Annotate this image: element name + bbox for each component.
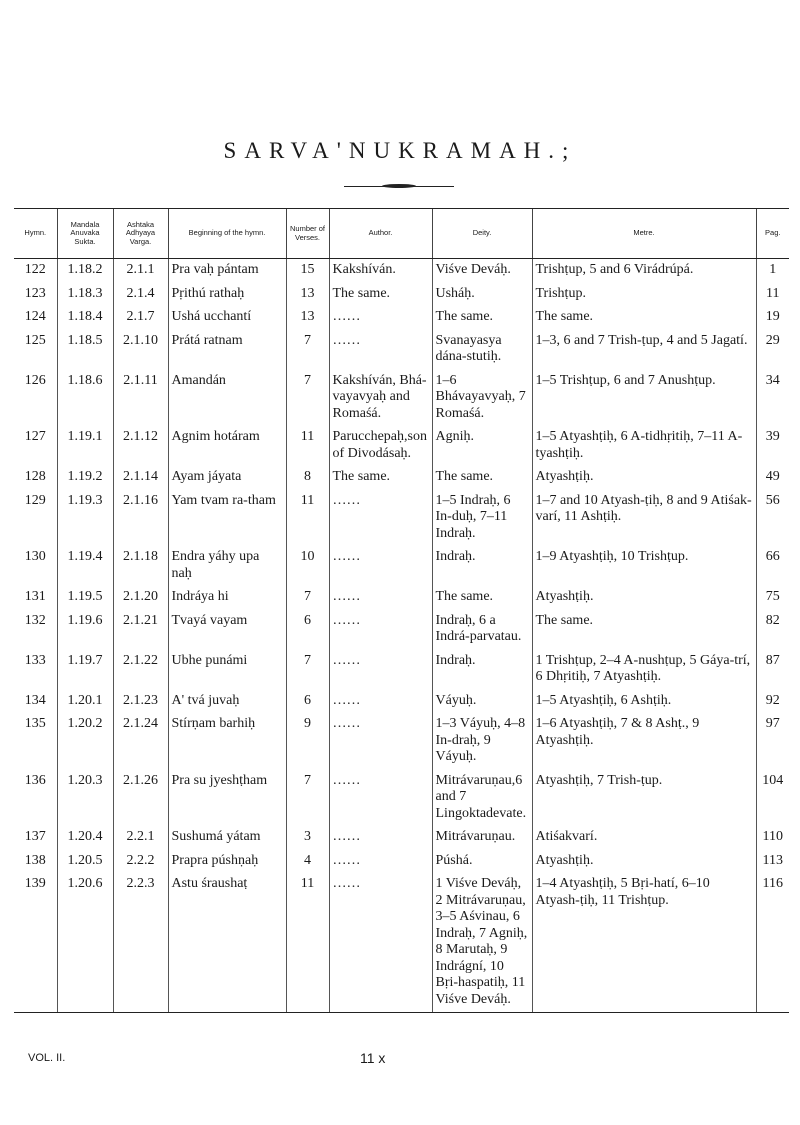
table-row bbox=[14, 490, 789, 547]
cell-author: Kakshíván, Bhá-vayavyaḥ and Romaśá. bbox=[329, 370, 432, 427]
cell-mandala: 1.20.6 bbox=[57, 873, 113, 1013]
cell-page: 110 bbox=[756, 826, 789, 850]
header-deity: Deity. bbox=[432, 209, 532, 259]
cell-ashtaka: 2.1.23 bbox=[113, 690, 168, 714]
cell-deity: 1–6 Bhávayavyaḥ, 7 Romaśá. bbox=[432, 370, 532, 427]
table-row bbox=[14, 586, 789, 610]
cell-hymn: 128 bbox=[24, 469, 46, 484]
cell-beginning: Pṛithú rathaḥ bbox=[168, 283, 286, 307]
cell-hymn: 124 bbox=[24, 309, 46, 324]
cell-hymn: 132 bbox=[24, 612, 46, 628]
header-hymn: Hymn. bbox=[14, 209, 57, 259]
cell-verses: 7 bbox=[286, 330, 329, 370]
cell-hymn: 125 bbox=[24, 332, 46, 348]
table-row bbox=[14, 330, 789, 370]
table-row bbox=[14, 873, 789, 1013]
table-row bbox=[14, 690, 789, 714]
cell-metre: Trishṭup, 5 and 6 Virádrúpá. bbox=[532, 259, 756, 283]
cell-deity: 1 Viśve Deváḥ, 2 Mitrávaruṇau, 3–5 Aśvinau, 6 Indraḥ, 7 Agniḥ, 8 Marutaḥ, 9 Indrágní, 10 Bṛi-haspatiḥ, 11 Viśve Deváḥ. bbox=[432, 873, 532, 1013]
page-title: SARVA'NUKRAMAH.; bbox=[223, 138, 577, 164]
cell-beginning: Endra yáhy upa naḥ bbox=[168, 546, 286, 586]
title-ornament-rule bbox=[344, 186, 454, 187]
cell-verses: 13 bbox=[286, 283, 329, 307]
cell-deity: Mitrávaruṇau,6 and 7 Lingoktadevate. bbox=[432, 770, 532, 827]
cell-author: …… bbox=[329, 850, 432, 874]
cell-mandala: 1.18.3 bbox=[57, 283, 113, 307]
cell-hymn: 139 bbox=[14, 873, 57, 1013]
cell-beginning: Ushá ucchantí bbox=[168, 306, 286, 330]
header-metre: Metre. bbox=[532, 209, 756, 259]
cell-deity: 1–5 Indraḥ, 6 In-duḥ, 7–11 Indraḥ. bbox=[432, 490, 532, 547]
header-ashtaka: Ashtaka Adhyaya Varga. bbox=[113, 209, 168, 259]
cell-mandala: 1.19.3 bbox=[57, 490, 113, 547]
cell-page: 39 bbox=[756, 426, 789, 466]
cell-mandala: 1.19.6 bbox=[57, 610, 113, 650]
cell-beginning: Ubhe punámi bbox=[168, 650, 286, 690]
cell-deity: The same. bbox=[432, 466, 532, 490]
cell-beginning: Yam tvam ra-tham bbox=[168, 490, 286, 547]
cell-hymn: 136 bbox=[24, 772, 46, 788]
cell-ashtaka: 2.1.20 bbox=[113, 586, 168, 610]
cell-beginning: Ayam jáyata bbox=[168, 466, 286, 490]
cell-beginning: Amandán bbox=[168, 370, 286, 427]
cell-ashtaka: 2.1.21 bbox=[113, 610, 168, 650]
cell-page: 49 bbox=[756, 466, 789, 490]
cell-ashtaka: 2.2.2 bbox=[113, 850, 168, 874]
cell-ashtaka: 2.1.18 bbox=[113, 546, 168, 586]
cell-deity: Agniḥ. bbox=[432, 426, 532, 466]
cell-metre: The same. bbox=[532, 306, 756, 330]
cell-page: 87 bbox=[756, 650, 789, 690]
cell-mandala: 1.19.2 bbox=[57, 466, 113, 490]
table-row bbox=[14, 466, 789, 490]
table-row bbox=[14, 650, 789, 690]
cell-hymn: 129 bbox=[24, 492, 46, 508]
cell-deity: The same. bbox=[432, 586, 532, 610]
cell-mandala: 1.18.4 bbox=[57, 306, 113, 330]
cell-beginning: Stírṇam barhiḥ bbox=[168, 713, 286, 770]
cell-hymn: 131 bbox=[24, 589, 46, 604]
cell-page: 11 bbox=[756, 283, 789, 307]
cell-author: …… bbox=[329, 826, 432, 850]
cell-page: 66 bbox=[756, 546, 789, 586]
cell-verses: 7 bbox=[286, 770, 329, 827]
cell-page: 104 bbox=[756, 770, 789, 827]
cell-verses: 11 bbox=[286, 426, 329, 466]
cell-ashtaka: 2.1.14 bbox=[113, 466, 168, 490]
cell-mandala: 1.20.4 bbox=[57, 826, 113, 850]
table-row bbox=[14, 259, 789, 283]
cell-metre: 1 Trishṭup, 2–4 A-nushṭup, 5 Gáya-trí, 6 Dhṛitiḥ, 7 Atyashṭiḥ. bbox=[532, 650, 756, 690]
cell-page: 19 bbox=[756, 306, 789, 330]
table-row bbox=[14, 610, 789, 650]
cell-verses: 7 bbox=[286, 370, 329, 427]
cell-deity: Púshá. bbox=[432, 850, 532, 874]
cell-deity: Viśve Deváḥ. bbox=[432, 259, 532, 283]
header-page: Pag. bbox=[756, 209, 789, 259]
cell-hymn: 126 bbox=[24, 372, 46, 388]
cell-hymn: 130 bbox=[24, 549, 46, 564]
cell-metre: 1–6 Atyashṭiḥ, 7 & 8 Ashṭ., 9 Atyashṭiḥ. bbox=[532, 713, 756, 770]
cell-beginning: Tvayá vayam bbox=[168, 610, 286, 650]
cell-metre: Atyashṭiḥ. bbox=[532, 850, 756, 874]
cell-verses: 3 bbox=[286, 826, 329, 850]
cell-ashtaka: 2.1.4 bbox=[113, 283, 168, 307]
cell-page: 56 bbox=[756, 490, 789, 547]
cell-deity: Váyuḥ. bbox=[432, 690, 532, 714]
cell-verses: 7 bbox=[286, 650, 329, 690]
cell-verses: 11 bbox=[286, 873, 329, 1013]
page-footer bbox=[0, 1052, 800, 1072]
cell-beginning: Pra vaḥ pántam bbox=[168, 259, 286, 283]
cell-metre: The same. bbox=[532, 610, 756, 650]
table-row bbox=[14, 546, 789, 586]
cell-verses: 6 bbox=[286, 690, 329, 714]
cell-deity: The same. bbox=[432, 306, 532, 330]
cell-hymn: 134 bbox=[24, 692, 46, 708]
header-verses: Number of Verses. bbox=[286, 209, 329, 259]
signature-mark: 11 x bbox=[360, 1050, 386, 1066]
cell-page: 116 bbox=[756, 873, 789, 1013]
cell-deity: Svanayasya dána-stutiḥ. bbox=[432, 330, 532, 370]
cell-author: Kakshíván. bbox=[329, 259, 432, 283]
cell-deity: 1–3 Váyuḥ, 4–8 In-draḥ, 9 Váyuḥ. bbox=[432, 713, 532, 770]
cell-metre: 1–4 Atyashṭiḥ, 5 Bṛi-hatí, 6–10 Atyash-ṭiḥ, 11 Trishṭup. bbox=[532, 873, 756, 1013]
cell-ashtaka: 2.2.3 bbox=[113, 873, 168, 1013]
cell-beginning: Agnim hotáram bbox=[168, 426, 286, 466]
cell-beginning: Astu śraushaṭ bbox=[168, 873, 286, 1013]
cell-metre: Atyashṭiḥ. bbox=[532, 586, 756, 610]
cell-mandala: 1.19.1 bbox=[57, 426, 113, 466]
cell-metre: 1–5 Trishṭup, 6 and 7 Anushṭup. bbox=[532, 370, 756, 427]
cell-metre: 1–5 Atyashṭiḥ, 6 Ashṭiḥ. bbox=[532, 690, 756, 714]
header-beginning: Beginning of the hymn. bbox=[168, 209, 286, 259]
cell-verses: 8 bbox=[286, 466, 329, 490]
cell-verses: 13 bbox=[286, 306, 329, 330]
cell-hymn: 138 bbox=[24, 852, 46, 868]
cell-mandala: 1.20.2 bbox=[57, 713, 113, 770]
cell-beginning: Indráya hi bbox=[168, 586, 286, 610]
cell-author: …… bbox=[329, 690, 432, 714]
cell-author: …… bbox=[329, 713, 432, 770]
cell-author: …… bbox=[329, 770, 432, 827]
cell-author: …… bbox=[329, 306, 432, 330]
volume-label: VOL. II. bbox=[28, 1052, 66, 1064]
cell-mandala: 1.18.5 bbox=[57, 330, 113, 370]
cell-deity: Indraḥ. bbox=[432, 546, 532, 586]
cell-metre: Atyashṭiḥ. bbox=[532, 466, 756, 490]
cell-mandala: 1.18.2 bbox=[57, 259, 113, 283]
cell-metre: Atiśakvarí. bbox=[532, 826, 756, 850]
cell-metre: 1–9 Atyashṭiḥ, 10 Trishṭup. bbox=[532, 546, 756, 586]
cell-beginning: Sushumá yátam bbox=[168, 826, 286, 850]
cell-ashtaka: 2.1.26 bbox=[113, 770, 168, 827]
cell-hymn: 137 bbox=[24, 829, 46, 844]
cell-ashtaka: 2.1.1 bbox=[113, 259, 168, 283]
cell-author: The same. bbox=[329, 466, 432, 490]
cell-beginning: Pra su jyeshṭham bbox=[168, 770, 286, 827]
table-row bbox=[14, 770, 789, 827]
cell-author: …… bbox=[329, 650, 432, 690]
cell-beginning: Prapra púshṇaḥ bbox=[168, 850, 286, 874]
header-author: Author. bbox=[329, 209, 432, 259]
cell-verses: 15 bbox=[286, 259, 329, 283]
cell-metre: 1–7 and 10 Atyash-ṭiḥ, 8 and 9 Atiśak-varí, 11 Ashṭiḥ. bbox=[532, 490, 756, 547]
cell-hymn: 135 bbox=[24, 716, 46, 731]
cell-deity: Indraḥ, 6 a Indrá-parvatau. bbox=[432, 610, 532, 650]
cell-mandala: 1.20.1 bbox=[57, 690, 113, 714]
cell-metre: Trishṭup. bbox=[532, 283, 756, 307]
cell-page: 34 bbox=[756, 370, 789, 427]
cell-page: 82 bbox=[756, 610, 789, 650]
cell-author: …… bbox=[329, 546, 432, 586]
table-header-row bbox=[14, 209, 789, 259]
cell-metre: Atyashṭiḥ, 7 Trish-ṭup. bbox=[532, 770, 756, 827]
table-row bbox=[14, 283, 789, 307]
cell-ashtaka: 2.1.16 bbox=[113, 490, 168, 547]
cell-deity: Indraḥ. bbox=[432, 650, 532, 690]
cell-verses: 7 bbox=[286, 586, 329, 610]
cell-author: Parucchepaḥ,son of Divodásaḥ. bbox=[329, 426, 432, 466]
cell-page: 75 bbox=[756, 586, 789, 610]
header-mandala: Mandala Anuvaka Sukta. bbox=[57, 209, 113, 259]
cell-metre: 1–5 Atyashṭiḥ, 6 A-tidhṛitiḥ, 7–11 A-tyashṭiḥ. bbox=[532, 426, 756, 466]
cell-page: 92 bbox=[756, 690, 789, 714]
cell-author: …… bbox=[329, 873, 432, 1013]
cell-ashtaka: 2.1.12 bbox=[113, 426, 168, 466]
cell-page: 97 bbox=[756, 713, 789, 770]
cell-author: …… bbox=[329, 490, 432, 547]
cell-ashtaka: 2.1.7 bbox=[113, 306, 168, 330]
cell-author: …… bbox=[329, 610, 432, 650]
cell-hymn: 127 bbox=[24, 429, 46, 444]
cell-verses: 6 bbox=[286, 610, 329, 650]
cell-beginning: Prátá ratnam bbox=[168, 330, 286, 370]
cell-page: 29 bbox=[756, 330, 789, 370]
cell-author: …… bbox=[329, 330, 432, 370]
cell-ashtaka: 2.1.24 bbox=[113, 713, 168, 770]
cell-hymn: 123 bbox=[24, 285, 46, 301]
hymn-index-table bbox=[14, 208, 789, 1013]
cell-verses: 4 bbox=[286, 850, 329, 874]
cell-deity: Usháḥ. bbox=[432, 283, 532, 307]
cell-ashtaka: 2.1.22 bbox=[113, 650, 168, 690]
cell-author: The same. bbox=[329, 283, 432, 307]
table-row bbox=[14, 826, 789, 850]
cell-verses: 10 bbox=[286, 546, 329, 586]
table-row bbox=[14, 370, 789, 427]
cell-verses: 11 bbox=[286, 490, 329, 547]
table-row bbox=[14, 426, 789, 466]
cell-verses: 9 bbox=[286, 713, 329, 770]
cell-page: 113 bbox=[756, 850, 789, 874]
table-row bbox=[14, 306, 789, 330]
cell-hymn: 122 bbox=[24, 262, 46, 277]
cell-ashtaka: 2.1.11 bbox=[113, 370, 168, 427]
cell-deity: Mitrávaruṇau. bbox=[432, 826, 532, 850]
cell-mandala: 1.19.5 bbox=[57, 586, 113, 610]
cell-mandala: 1.19.7 bbox=[57, 650, 113, 690]
cell-mandala: 1.18.6 bbox=[57, 370, 113, 427]
cell-ashtaka: 2.1.10 bbox=[113, 330, 168, 370]
cell-beginning: A' tvá juvaḥ bbox=[168, 690, 286, 714]
cell-mandala: 1.20.3 bbox=[57, 770, 113, 827]
cell-author: …… bbox=[329, 586, 432, 610]
table-row bbox=[14, 713, 789, 770]
cell-hymn: 133 bbox=[24, 652, 46, 668]
cell-mandala: 1.20.5 bbox=[57, 850, 113, 874]
cell-ashtaka: 2.2.1 bbox=[113, 826, 168, 850]
cell-page: 1 bbox=[756, 259, 789, 283]
table-row bbox=[14, 850, 789, 874]
cell-metre: 1–3, 6 and 7 Trish-ṭup, 4 and 5 Jagatí. bbox=[532, 330, 756, 370]
cell-mandala: 1.19.4 bbox=[57, 546, 113, 586]
